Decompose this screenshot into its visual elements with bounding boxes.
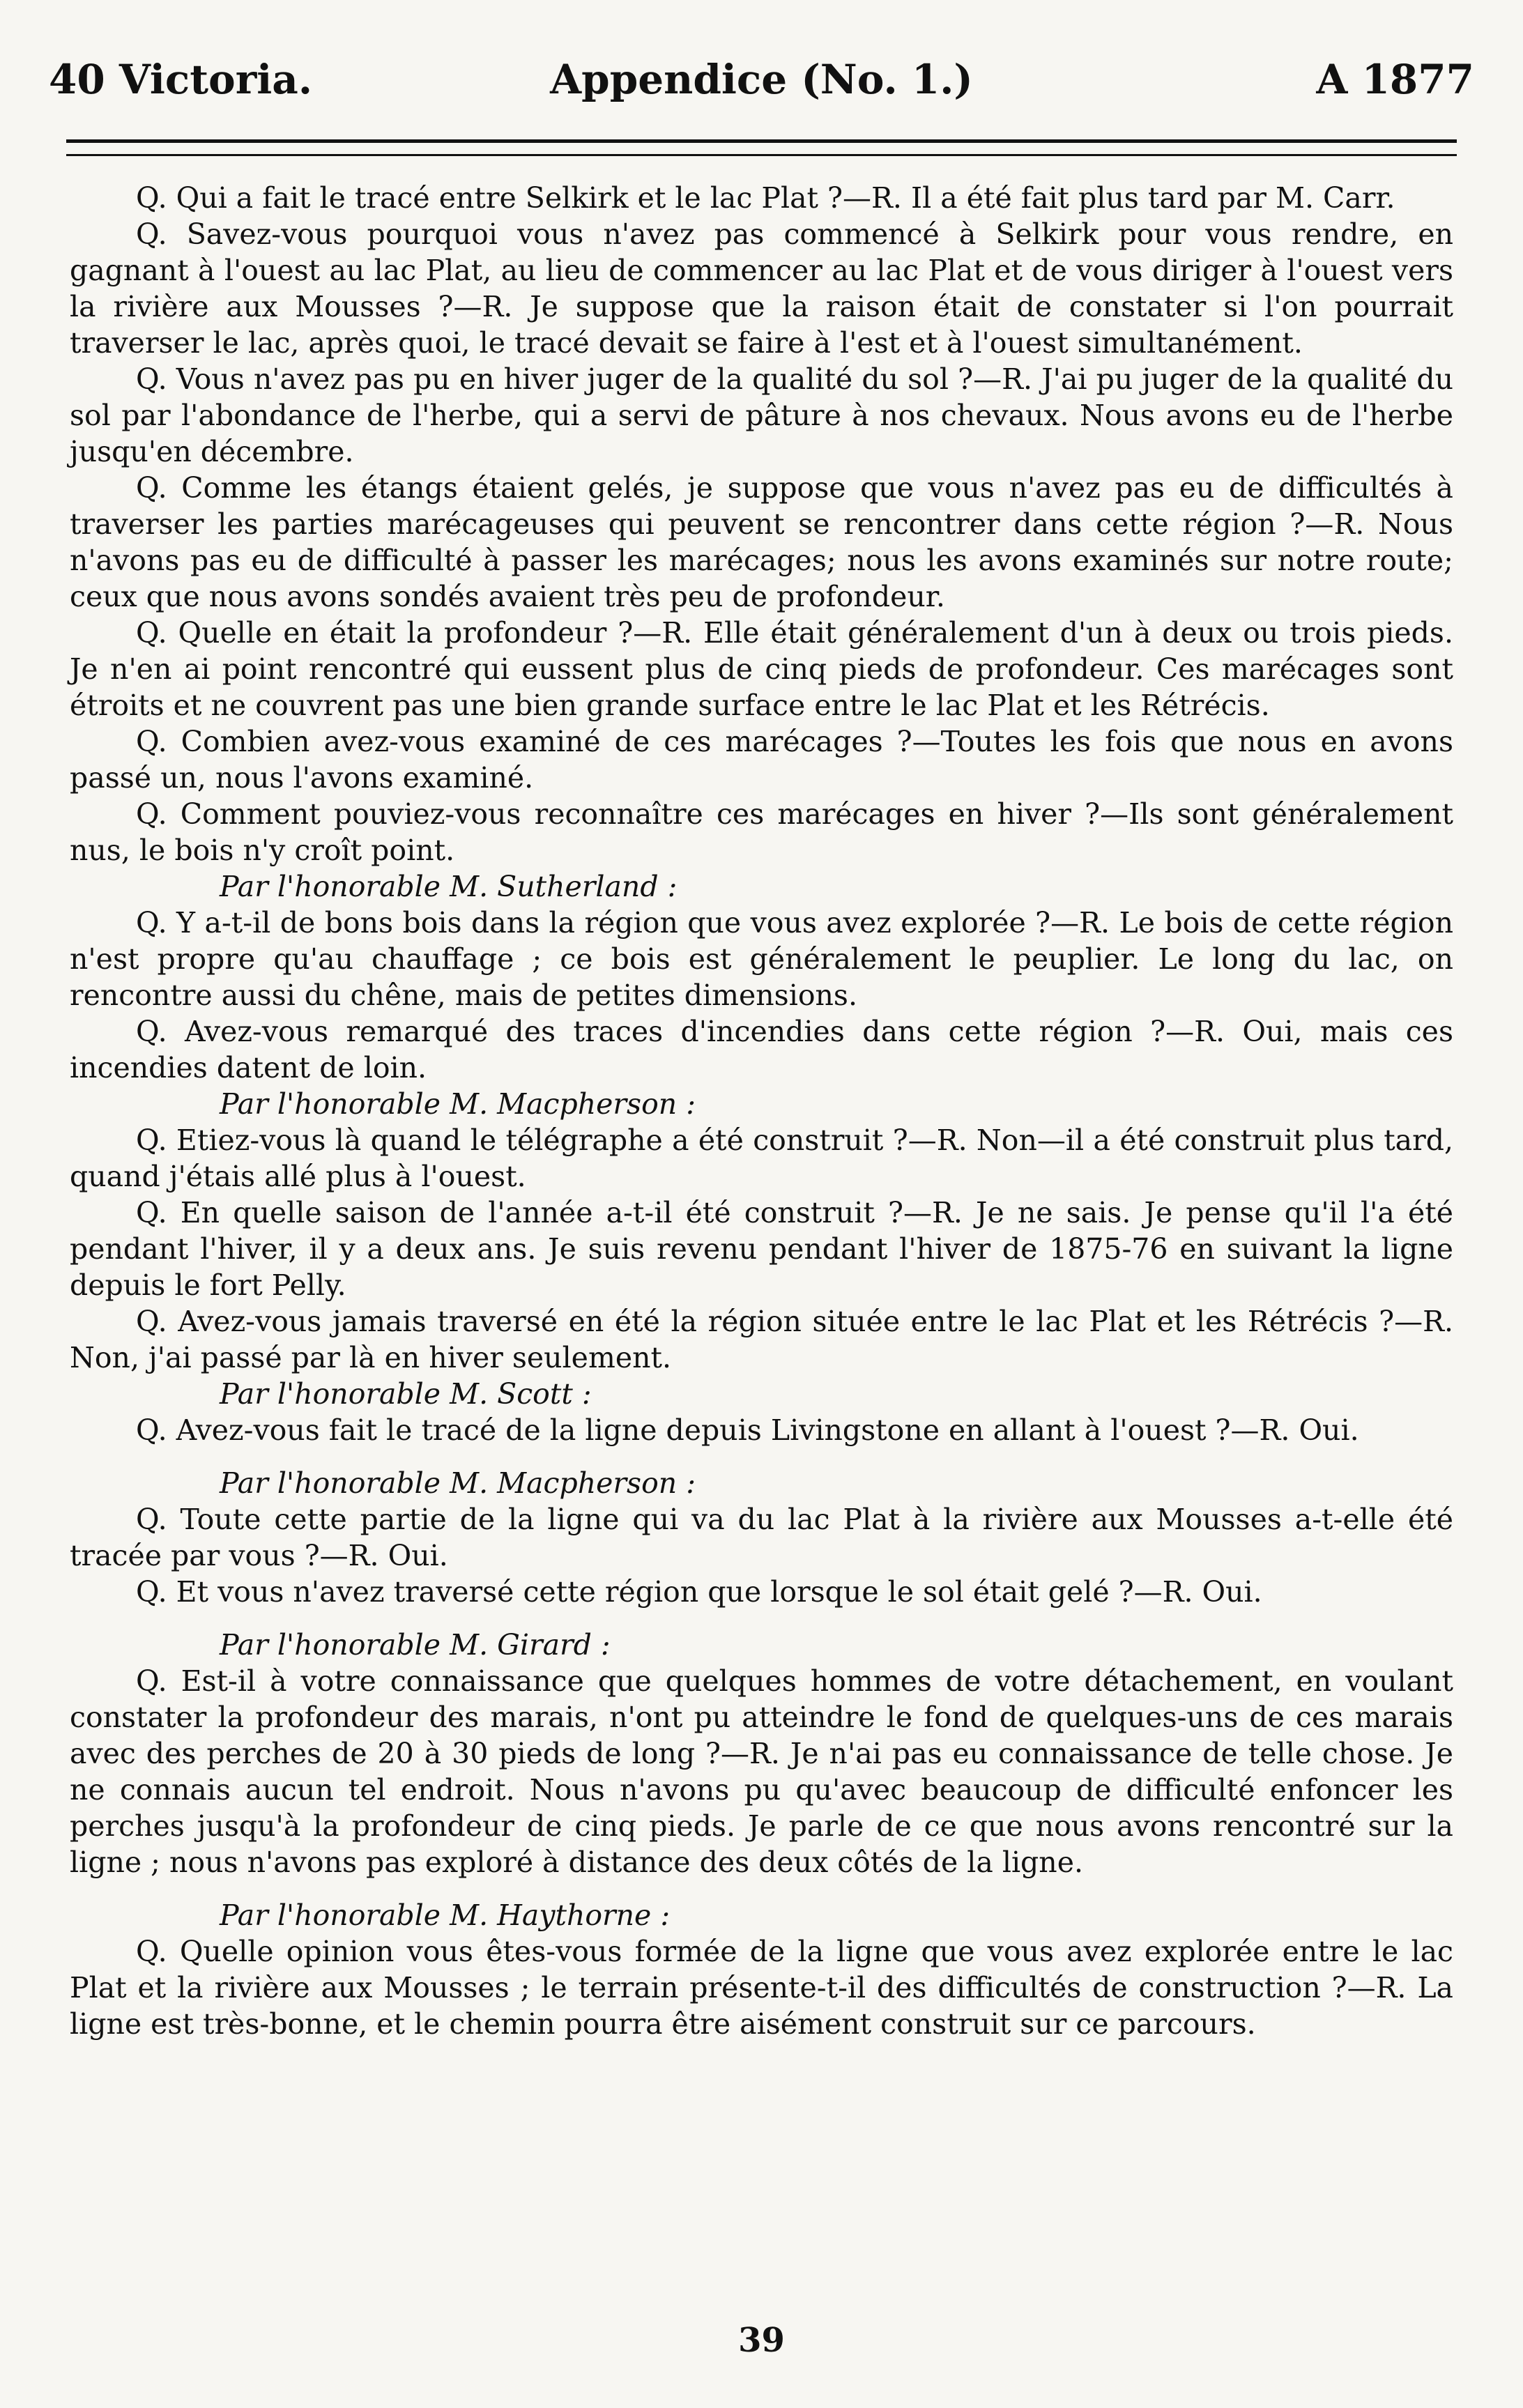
running-header xyxy=(49,56,1474,118)
speaker-heading: Par l'honorable M. Sutherland : xyxy=(220,870,678,903)
header-rule xyxy=(66,139,1457,156)
speaker-heading: Par l'honorable M. Macpherson : xyxy=(220,1466,696,1500)
speaker-heading: Par l'honorable M. Scott : xyxy=(220,1377,592,1411)
paragraph: Q. Savez-vous pourquoi vous n'avez pas commencé à Selkirk pour vous rendre, en gagnant à l'ouest au lac Plat, au lieu de commencer au lac Plat et de vous diriger à l'ouest vers la rivière aux Mousses ?—R. Je suppose que la raison était de constater si l'on pourrait traverser le lac, après quoi, le tracé devait se faire à l'est et à l'ouest simultanément. xyxy=(70,217,1453,360)
header-right: A 1877 xyxy=(1316,56,1474,103)
paragraph: Q. Combien avez-vous examiné de ces marécages ?—Toutes les fois que nous en avons passé un, nous l'avons examiné. xyxy=(70,725,1453,795)
paragraph: Q. Qui a fait le tracé entre Selkirk et le lac Plat ?—R. Il a été fait plus tard par M. Carr. xyxy=(136,181,1395,215)
paragraph: Q. Avez-vous fait le tracé de la ligne depuis Livingstone en allant à l'ouest ?—R. Oui. xyxy=(136,1413,1359,1447)
paragraph: Q. Comment pouviez-vous reconnaître ces marécages en hiver ?—Ils sont généralement nus, le bois n'y croît point. xyxy=(70,797,1453,867)
speaker-heading: Par l'honorable M. Macpherson : xyxy=(220,1087,696,1121)
paragraph: Q. Est-il à votre connaissance que quelques hommes de votre détachement, en voulant constater la profondeur des marais, n'ont pu atteindre le fond de quelques-uns de ces marais avec des perches de 20 à 30 pieds de long ?—R. Je n'ai pas eu connaissance de telle chose. Je ne connais aucun tel endroit. Nous n'avons pu qu'avec beaucoup de difficulté enfoncer les perches jusqu'à la profondeur de cinq pieds. Je parle de ce que nous avons rencontré sur la ligne ; nous n'avons pas exploré à distance des deux côtés de la ligne. xyxy=(70,1664,1453,1879)
paragraph: Q. Comme les étangs étaient gelés, je suppose que vous n'avez pas eu de difficultés à traverser les parties marécageuses qui peuvent se rencontrer dans cette région ?—R. Nous n'avons pas eu de difficulté à passer les marécages; nous les avons examinés sur notre route; ceux que nous avons sondés avaient très peu de profondeur. xyxy=(70,471,1453,613)
paragraph: Q. Etiez-vous là quand le télégraphe a été construit ?—R. Non—il a été construit plus tard, quand j'étais allé plus à l'ouest. xyxy=(70,1124,1453,1193)
speaker-heading: Par l'honorable M. Haythorne : xyxy=(220,1899,671,1932)
paragraph: Q. Avez-vous jamais traversé en été la région située entre le lac Plat et les Rétrécis ?—R. Non, j'ai passé par là en hiver seulement. xyxy=(70,1305,1453,1374)
paragraph: Q. Vous n'avez pas pu en hiver juger de la qualité du sol ?—R. J'ai pu juger de la qualité du sol par l'abondance de l'herbe, qui a servi de pâture à nos chevaux. Nous avons eu de l'herbe jusqu'en décembre. xyxy=(70,362,1453,468)
paragraph: Q. En quelle saison de l'année a-t-il été construit ?—R. Je ne sais. Je pense qu'il l'a été pendant l'hiver, il y a deux ans. Je suis revenu pendant l'hiver de 1875-76 en suivant la ligne depuis le fort Pelly. xyxy=(70,1196,1453,1302)
paragraph: Q. Toute cette partie de la ligne qui va du lac Plat à la rivière aux Mousses a-t-elle été tracée par vous ?—R. Oui. xyxy=(70,1503,1453,1572)
paragraph: Q. Avez-vous remarqué des traces d'incendies dans cette région ?—R. Oui, mais ces incendies datent de loin. xyxy=(70,1015,1453,1084)
header-center: Appendice (No. 1.) xyxy=(550,56,973,103)
page-number: 39 xyxy=(738,2321,785,2360)
paragraph: Q. Y a-t-il de bons bois dans la région que vous avez explorée ?—R. Le bois de cette région n'est propre qu'au chauffage ; ce bois est généralement le peuplier. Le long du lac, on rencontre aussi du chêne, mais de petites dimensions. xyxy=(70,906,1453,1012)
header-left: 40 Victoria. xyxy=(49,56,313,103)
page-body xyxy=(70,180,1453,2042)
speaker-heading: Par l'honorable M. Girard : xyxy=(220,1628,611,1662)
paragraph: Q. Et vous n'avez traversé cette région que lorsque le sol était gelé ?—R. Oui. xyxy=(136,1575,1262,1609)
paragraph: Q. Quelle en était la profondeur ?—R. Elle était généralement d'un à deux ou trois pieds. Je n'en ai point rencontré qui eussent plus de cinq pieds de profondeur. Ces marécages sont étroits et ne couvrent pas une bien grande surface entre le lac Plat et les Rétrécis. xyxy=(70,616,1453,722)
paragraph: Q. Quelle opinion vous êtes-vous formée de la ligne que vous avez explorée entre le lac Plat et la rivière aux Mousses ; le terrain présente-t-il des difficultés de construction ?—R. La ligne est très-bonne, et le chemin pourra être aisément construit sur ce parcours. xyxy=(70,1935,1453,2041)
